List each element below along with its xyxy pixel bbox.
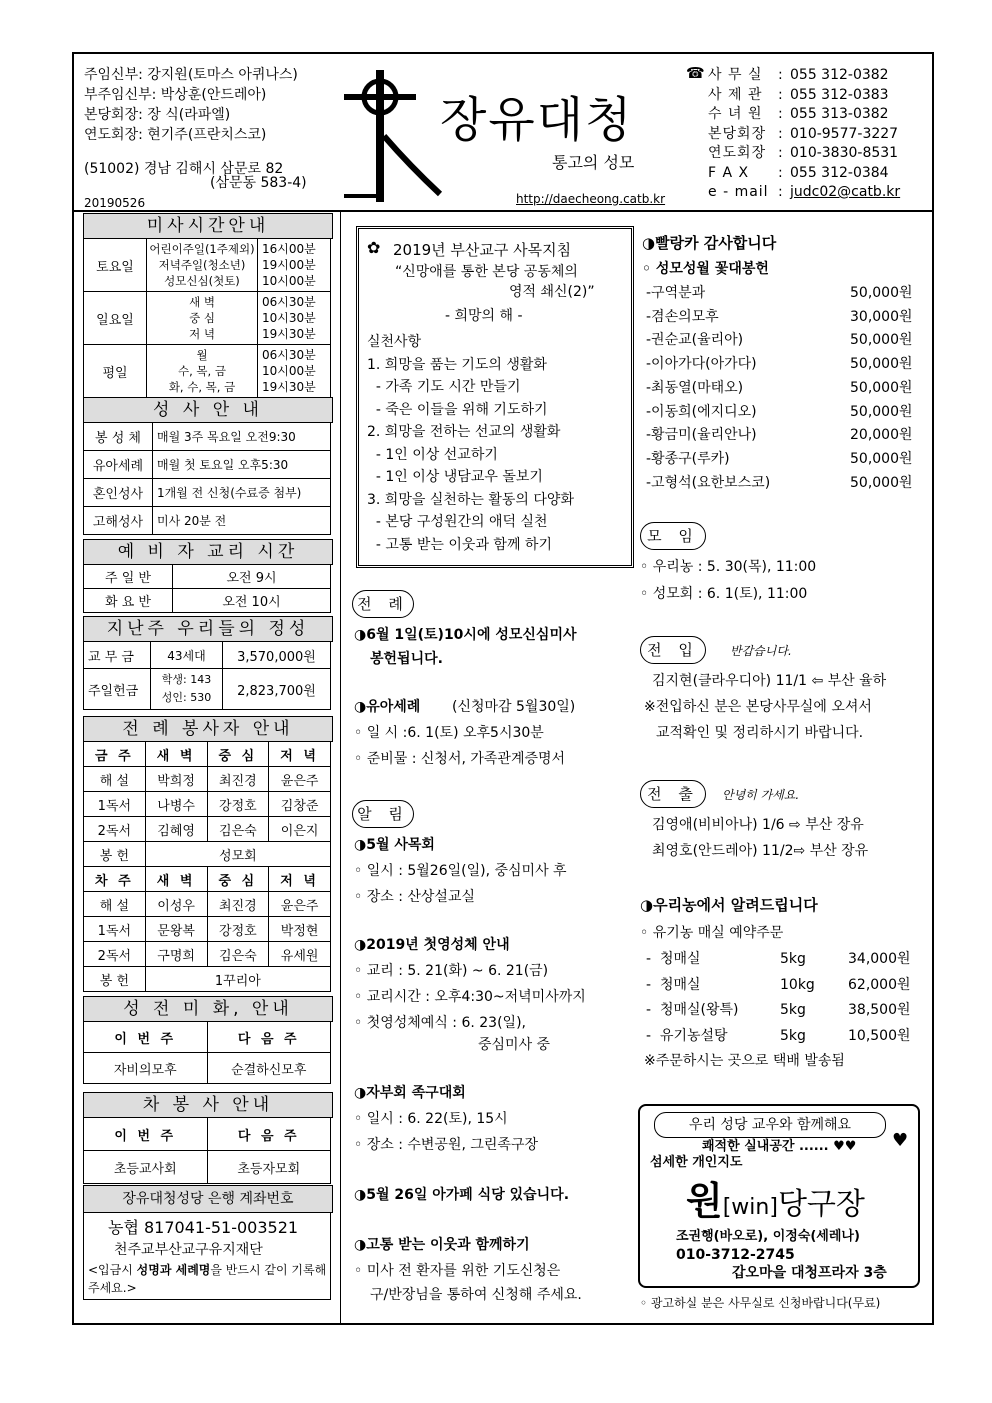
farm-item-size: 5kg	[780, 951, 806, 967]
servers-cell: 구명희	[145, 942, 207, 967]
donor-name: -이동희(에지디오)	[646, 403, 757, 420]
mass-name: 수, 목, 금	[178, 364, 226, 378]
servers-cell: 이은지	[269, 817, 331, 842]
transfer-in-greeting: 반갑습니다.	[730, 644, 792, 658]
ad-business-name	[686, 1170, 865, 1225]
servers-cell: 박희정	[145, 767, 207, 792]
mass-time: 19시30분	[262, 327, 316, 341]
servers-header-cell: 저 녁	[269, 742, 331, 767]
meeting-item-1: ◦ 우리농 : 5. 30(목), 11:00	[640, 559, 817, 575]
transfer-out-item-2: 최영호(안드레아) 11/2⇨ 부산 장유	[652, 843, 869, 859]
tea-this-label: 이 번 주	[84, 1118, 208, 1151]
mass-time-title: 미사시간안내	[83, 213, 333, 239]
mass-names	[147, 345, 258, 398]
mass-times	[258, 292, 331, 345]
servers-cell: 문왕복	[145, 917, 207, 942]
servers-row	[84, 767, 331, 792]
farm-item-name: - 유기농설탕	[646, 1027, 728, 1044]
ad-owners: 조권행(바오로), 이정숙(세레나)	[676, 1229, 860, 1244]
transfer-in-note-2: 교적확인 및 정리하시기 바랍니다.	[656, 725, 864, 741]
suffer-line-2: 구/반장님을 통하여 신청해 주세요.	[370, 1287, 582, 1303]
communion-item-3: ◦ 첫영성체예식 : 6. 23(일),	[354, 1015, 526, 1031]
servers-offer-label: 봉 헌	[84, 967, 146, 992]
column-divider	[340, 210, 341, 1325]
mass-name: 어린이주일(1주제외)	[149, 242, 255, 256]
servers-header-cell: 새 벽	[145, 867, 207, 892]
mass-time: 10시30분	[262, 311, 316, 325]
mass-row	[84, 292, 331, 345]
mass-times	[258, 345, 331, 398]
liturgy-pill: 전 례	[352, 590, 414, 618]
date-code: 20190526	[84, 196, 146, 210]
liturgy-line-1: ◑6월 1일(토)10시에 성모신심미사	[354, 627, 577, 643]
catechism-row	[84, 565, 331, 589]
address-line-1: (51002) 경남 김해시 삼문로 82	[84, 161, 284, 177]
farm-item-price: 38,500원	[848, 1002, 911, 1018]
ad-name-win: [win]	[722, 1195, 778, 1220]
sacrament-table	[83, 422, 331, 535]
servers-cell: 박정현	[269, 917, 331, 942]
contact-value: 010-3830-8531	[790, 145, 899, 161]
offering-row2-amount: 2,823,700원	[222, 669, 330, 710]
transfer-in-pill: 전 입	[640, 636, 706, 664]
ad-line-2: 섬세한 개인지도	[650, 1155, 743, 1170]
servers-cell: 강정호	[207, 792, 269, 817]
donor-amount: 50,000원	[850, 379, 913, 396]
contact-colon: :	[778, 106, 783, 122]
communion-extra: 중심미사 중	[478, 1037, 551, 1053]
servers-header-cell: 차 주	[84, 867, 146, 892]
guideline-item: - 1인 이상 냉담교우 돌보기	[367, 469, 543, 485]
bank-title: 장유대청성당 은행 계좌번호	[83, 1185, 333, 1213]
servers-cell: 윤은주	[269, 892, 331, 917]
donor-name: -구역분과	[646, 285, 706, 301]
farm-item-name: - 청매실(왕특)	[646, 1002, 739, 1018]
servers-header-cell: 중 심	[207, 742, 269, 767]
meeting-pill: 모 임	[640, 522, 706, 550]
mass-row	[84, 345, 331, 398]
contact-colon: :	[778, 125, 783, 142]
servers-offer-row	[84, 842, 331, 867]
servers-cell: 윤은주	[269, 767, 331, 792]
servers-cell: 해 설	[84, 767, 146, 792]
baptism-note: (신청마감 5월30일)	[452, 699, 576, 715]
contact-value: 055 312-0382	[790, 67, 889, 83]
mass-time-table	[83, 238, 331, 398]
servers-cell: 2독서	[84, 942, 146, 967]
ad-footer: ◦ 광고하실 분은 사무실로 신청바랍니다(무료)	[640, 1296, 881, 1310]
notice-pill: 알 림	[352, 800, 414, 828]
servers-cell: 김은숙	[207, 942, 269, 967]
donor-amount: 50,000원	[850, 332, 913, 349]
servers-cell: 1독서	[84, 792, 146, 817]
website-link[interactable]: http://daecheong.catb.kr	[516, 192, 666, 206]
mass-time: 06시30분	[262, 348, 316, 362]
servers-cell: 김창준	[269, 792, 331, 817]
ad-header: 우리 성당 교우와 함께해요	[654, 1112, 886, 1138]
sacrament-desc: 미사 20분 전	[153, 507, 331, 535]
servers-header-cell: 중 심	[207, 867, 269, 892]
mass-row	[84, 239, 331, 292]
servers-cell: 이성우	[145, 892, 207, 917]
flower-title: 성 전 미 화, 안내	[83, 996, 333, 1022]
sacrament-row	[84, 507, 331, 535]
catechism-time: 오전 9시	[173, 565, 331, 589]
sacrament-desc: 매월 3주 목요일 오전9:30	[153, 423, 331, 451]
guideline-item: - 본당 구성원간의 애덕 실천	[367, 514, 548, 530]
servers-cell: 1독서	[84, 917, 146, 942]
servers-cell: 최진경	[207, 767, 269, 792]
mass-name: 저 녁	[189, 327, 215, 341]
contact-label: 사 무 실	[708, 67, 763, 83]
bank-note-pre: <입금시	[88, 1263, 137, 1277]
servers-row	[84, 817, 331, 842]
tea-title: 차 봉 사 안내	[83, 1092, 333, 1118]
sacrament-desc: 1개월 전 신청(수료증 첨부)	[153, 479, 331, 507]
catechism-title: 예 비 자 교리 시간	[83, 539, 333, 565]
suffer-title: ◑고통 받는 이웃과 함께하기	[354, 1237, 530, 1253]
servers-row	[84, 792, 331, 817]
contact-label: 사 제 관	[708, 86, 763, 103]
servers-row	[84, 892, 331, 917]
servers-header-cell: 새 벽	[145, 742, 207, 767]
catechism-row	[84, 589, 331, 613]
donor-amount: 50,000원	[850, 474, 913, 491]
mass-time: 10시00분	[262, 364, 316, 378]
catechism-name: 주 일 반	[84, 565, 173, 589]
mass-times	[258, 239, 331, 292]
bank-holder: 천주교부산교구유지재단	[114, 1242, 263, 1258]
offering-row1-count: 43세대	[151, 642, 223, 669]
mass-time: 19시00분	[262, 258, 316, 272]
baptism-item-1: ◦ 일 시 :6. 1(토) 오후5시30분	[354, 725, 544, 741]
tea-next-value: 초등자모회	[207, 1151, 331, 1184]
staff-line-4: 연도회장: 현기주(프란치스코)	[84, 127, 267, 143]
mass-name: 화, 수, 목, 금	[168, 380, 236, 394]
servers-cell: 김혜영	[145, 817, 207, 842]
donor-name: -권순교(율리아)	[646, 332, 744, 349]
donor-name: -황종구(루카)	[646, 450, 730, 467]
flower-this-value: 자비의모후	[84, 1053, 208, 1084]
pastoral-item-1: ◦ 일시 : 5월26일(일), 중심미사 후	[354, 863, 567, 879]
sacrament-title: 성 사 안 내	[83, 397, 333, 423]
contact-label: 연도회장	[708, 145, 767, 161]
farm-item-size: 5kg	[780, 1027, 806, 1044]
liturgy-line-2: 봉헌됩니다.	[370, 651, 443, 667]
football-title: ◑자부회 족구대회	[354, 1085, 466, 1101]
farm-item-size: 10kg	[780, 976, 815, 993]
phone-icon: ☎	[686, 64, 705, 82]
farm-item-size: 5kg	[780, 1002, 806, 1018]
guideline-item: - 죽은 이들을 위해 기도하기	[367, 401, 548, 418]
bank-account: 농협 817041-51-003521	[108, 1218, 299, 1237]
ad-address: 갑오마을 대청프라자 3층	[732, 1265, 887, 1281]
mass-name: 성모신심(첫토)	[164, 274, 240, 288]
contact-value: judc02@catb.kr	[790, 184, 901, 200]
guideline-item: - 가족 기도 시간 만들기	[367, 379, 521, 395]
donor-amount: 50,000원	[850, 356, 913, 373]
offering-table	[83, 641, 331, 710]
contact-value: 055 312-0383	[790, 86, 889, 103]
catechism-table	[83, 564, 331, 613]
header-divider	[72, 210, 934, 212]
mass-name: 저녁주일(청소년)	[158, 258, 246, 272]
sacrament-row	[84, 451, 331, 479]
farm-item-price: 62,000원	[848, 976, 911, 993]
billiards-ad	[638, 1104, 920, 1288]
donor-name: -이아가다(아가다)	[646, 356, 757, 373]
servers-offer-value: 1꾸리아	[145, 967, 330, 992]
guideline-box	[356, 226, 634, 568]
servers-cell: 나병수	[145, 792, 207, 817]
pastoral-item-2: ◦ 장소 : 산상설교실	[354, 889, 475, 905]
football-item-1: ◦ 일시 : 6. 22(토), 15시	[354, 1111, 508, 1127]
contact-colon: :	[778, 184, 783, 200]
guideline-item: - 1인 이상 선교하기	[367, 446, 498, 463]
catechism-name: 화 요 반	[84, 589, 173, 613]
donor-amount: 50,000원	[850, 285, 913, 301]
address-line-2: (삼문동 583-4)	[210, 175, 307, 191]
mass-name: 중 심	[189, 311, 215, 325]
football-item-2: ◦ 장소 : 수변공원, 그린족구장	[354, 1137, 538, 1153]
donor-amount: 20,000원	[850, 427, 913, 444]
pastoral-title: ◑5월 사목회	[354, 837, 435, 853]
guideline-sub2: 영적 쇄신(2)”	[509, 284, 595, 300]
contact-value: 055 312-0384	[790, 164, 889, 181]
diocese-logo-icon: ✿	[367, 238, 381, 257]
transfer-in-item: 김지현(클라우디아) 11/1 ⇦ 부산 율하	[652, 673, 887, 689]
staff-line-2: 부주임신부: 박상훈(안드레아)	[84, 87, 267, 103]
servers-title: 전 례 봉사자 안내	[83, 716, 333, 742]
guideline-sub1: “신망애를 통한 본당 공동체의	[395, 264, 578, 280]
thanks-title: ◑빨랑카 감사합니다	[642, 234, 777, 252]
guideline-item: 2. 희망을 전하는 선교의 생활화	[367, 424, 561, 440]
sacrament-row	[84, 423, 331, 451]
offering-students: 학생: 143	[161, 673, 212, 686]
farm-note: ※주문하시는 곳으로 택배 발송됨	[644, 1053, 845, 1069]
catechism-time: 오전 10시	[173, 589, 331, 613]
donor-amount: 50,000원	[850, 403, 913, 420]
mass-time: 19시30분	[262, 380, 316, 394]
sacrament-desc: 매월 첫 토요일 오후5:30	[153, 451, 331, 479]
servers-row	[84, 942, 331, 967]
mass-names	[147, 239, 258, 292]
mass-time: 16시00분	[262, 242, 316, 256]
mass-day: 토요일	[84, 239, 147, 292]
communion-item-1: ◦ 교리 : 5. 21(화) ~ 6. 21(금)	[354, 963, 549, 979]
mass-day: 평일	[84, 345, 147, 398]
tea-next-label: 다 음 주	[207, 1118, 331, 1151]
contact-label: 수 녀 원	[708, 106, 763, 122]
guideline-item: 3. 희망을 실천하는 활동의 다양화	[367, 491, 574, 508]
staff-line-3: 본당회장: 장 식(라파엘)	[84, 107, 231, 123]
sacrament-name: 유아세례	[84, 451, 153, 479]
farm-item-price: 10,500원	[848, 1027, 911, 1044]
servers-offer-label: 봉 헌	[84, 842, 146, 867]
contact-colon: :	[778, 86, 783, 103]
offering-row1-amount: 3,570,000원	[222, 642, 330, 669]
flower-this-label: 이 번 주	[84, 1022, 208, 1053]
contact-value: 055 313-0382	[790, 106, 889, 122]
parish-title: 장유대청	[440, 92, 634, 148]
suffer-line-1: ◦ 미사 전 환자를 위한 기도신청은	[354, 1263, 561, 1279]
contact-colon: :	[778, 164, 783, 181]
ad-phone: 010-3712-2745	[676, 1247, 795, 1263]
contact-value: 010-9577-3227	[790, 125, 899, 142]
tea-this-value: 초등교사회	[84, 1151, 208, 1184]
servers-cell: 유세원	[269, 942, 331, 967]
communion-title: ◑2019년 첫영성체 안내	[354, 937, 510, 953]
farm-item-name: - 청매실	[646, 976, 701, 993]
farm-item-name: - 청매실	[646, 951, 701, 967]
thanks-sub: ◦ 성모성월 꽃대봉헌	[642, 261, 769, 277]
servers-cell: 김은숙	[207, 817, 269, 842]
servers-header-row	[84, 742, 331, 767]
guideline-title: 2019년 부산교구 사목지침	[393, 241, 572, 259]
transfer-out-item-1: 김영애(비비아나) 1/6 ⇨ 부산 장유	[652, 817, 864, 833]
mass-name: 월	[196, 348, 208, 362]
heart-icon: ♥	[892, 1130, 909, 1151]
bank-box	[83, 1212, 331, 1300]
mass-names	[147, 292, 258, 345]
offering-row2-label: 주일헌금	[84, 669, 151, 710]
servers-offer-value: 성모회	[145, 842, 330, 867]
donor-amount: 30,000원	[850, 308, 913, 325]
guideline-item: - 고통 받는 이웃과 함께 하기	[367, 536, 552, 553]
parish-subtitle: 통고의 성모	[552, 153, 635, 172]
mass-day: 일요일	[84, 292, 147, 345]
farm-sub: ◦ 유기농 매실 예약주문	[640, 925, 784, 941]
offering-row1-label: 교 무 금	[84, 642, 151, 669]
sacrament-row	[84, 479, 331, 507]
transfer-in-note-1: ※전입하신 분은 본당사무실에 오셔서	[644, 699, 872, 715]
guideline-item: 1. 희망을 품는 기도의 생활화	[367, 356, 547, 373]
mass-name: 새 벽	[189, 295, 215, 309]
communion-item-2: ◦ 교리시간 : 오후4:30~저녁미사까지	[354, 989, 586, 1005]
contact-colon: :	[778, 145, 783, 161]
staff-line-1: 주임신부: 강지원(토마스 아퀴나스)	[84, 67, 298, 83]
contact-colon: :	[778, 67, 783, 83]
servers-cell: 2독서	[84, 817, 146, 842]
offering-adults: 성인: 530	[161, 691, 212, 704]
donor-name: -황금미(율리안나)	[646, 427, 757, 444]
contact-label: e - mail	[708, 184, 769, 200]
offering-title: 지난주 우리들의 정성	[83, 616, 333, 642]
mass-time: 10시00분	[262, 274, 316, 288]
servers-cell: 강정호	[207, 917, 269, 942]
sacrament-name: 봉 성 체	[84, 423, 153, 451]
sacrament-name: 고해성사	[84, 507, 153, 535]
flower-table	[83, 1021, 331, 1084]
contact-label: F A X	[708, 164, 750, 181]
servers-header-cell: 금 주	[84, 742, 146, 767]
bank-note-bold: 성명과 세례명	[136, 1263, 211, 1277]
baptism-title: ◑유아세례	[354, 699, 421, 715]
servers-cell: 최진경	[207, 892, 269, 917]
sacrament-name: 혼인성사	[84, 479, 153, 507]
farm-item-price: 34,000원	[848, 951, 911, 967]
donor-amount: 50,000원	[850, 450, 913, 467]
donor-name: -최동열(마태오)	[646, 379, 744, 396]
servers-cell: 해 설	[84, 892, 146, 917]
bank-note	[88, 1261, 328, 1297]
donor-name: -겸손의모후	[646, 308, 719, 325]
servers-row	[84, 917, 331, 942]
offering-row2-people	[151, 669, 223, 710]
transfer-out-greeting: 안녕히 가세요.	[722, 788, 800, 802]
servers-offer-row	[84, 967, 331, 992]
agape-notice: ◑5월 26일 아가페 식당 있습니다.	[354, 1187, 570, 1203]
ad-name-big: 원	[686, 1179, 723, 1223]
ad-name-rest: 당구장	[777, 1187, 865, 1222]
guideline-item: 실천사항	[367, 334, 422, 350]
tea-table	[83, 1117, 331, 1184]
meeting-item-2: ◦ 성모회 : 6. 1(토), 11:00	[640, 586, 808, 602]
guideline-sub3: - 희망의 해 -	[445, 308, 523, 324]
flower-next-label: 다 음 주	[207, 1022, 331, 1053]
contact-label: 본당회장	[708, 125, 767, 142]
farm-title: ◑우리농에서 알려드립니다	[640, 896, 818, 914]
donor-name: -고형석(요한보스코)	[646, 474, 771, 491]
flower-next-value: 순결하신모후	[207, 1053, 331, 1084]
mass-time: 06시30분	[262, 295, 316, 309]
transfer-out-pill: 전 출	[640, 780, 706, 808]
servers-header-row	[84, 867, 331, 892]
bank-note-post: 을 반드시 같이 기록해 주세요.>	[88, 1263, 327, 1295]
servers-table	[83, 741, 331, 992]
ad-line-1: 쾌적한 실내공간 ...... ♥♥	[702, 1139, 857, 1154]
servers-header-cell: 저 녁	[269, 867, 331, 892]
baptism-item-2: ◦ 준비물 : 신청서, 가족관계증명서	[354, 751, 566, 767]
